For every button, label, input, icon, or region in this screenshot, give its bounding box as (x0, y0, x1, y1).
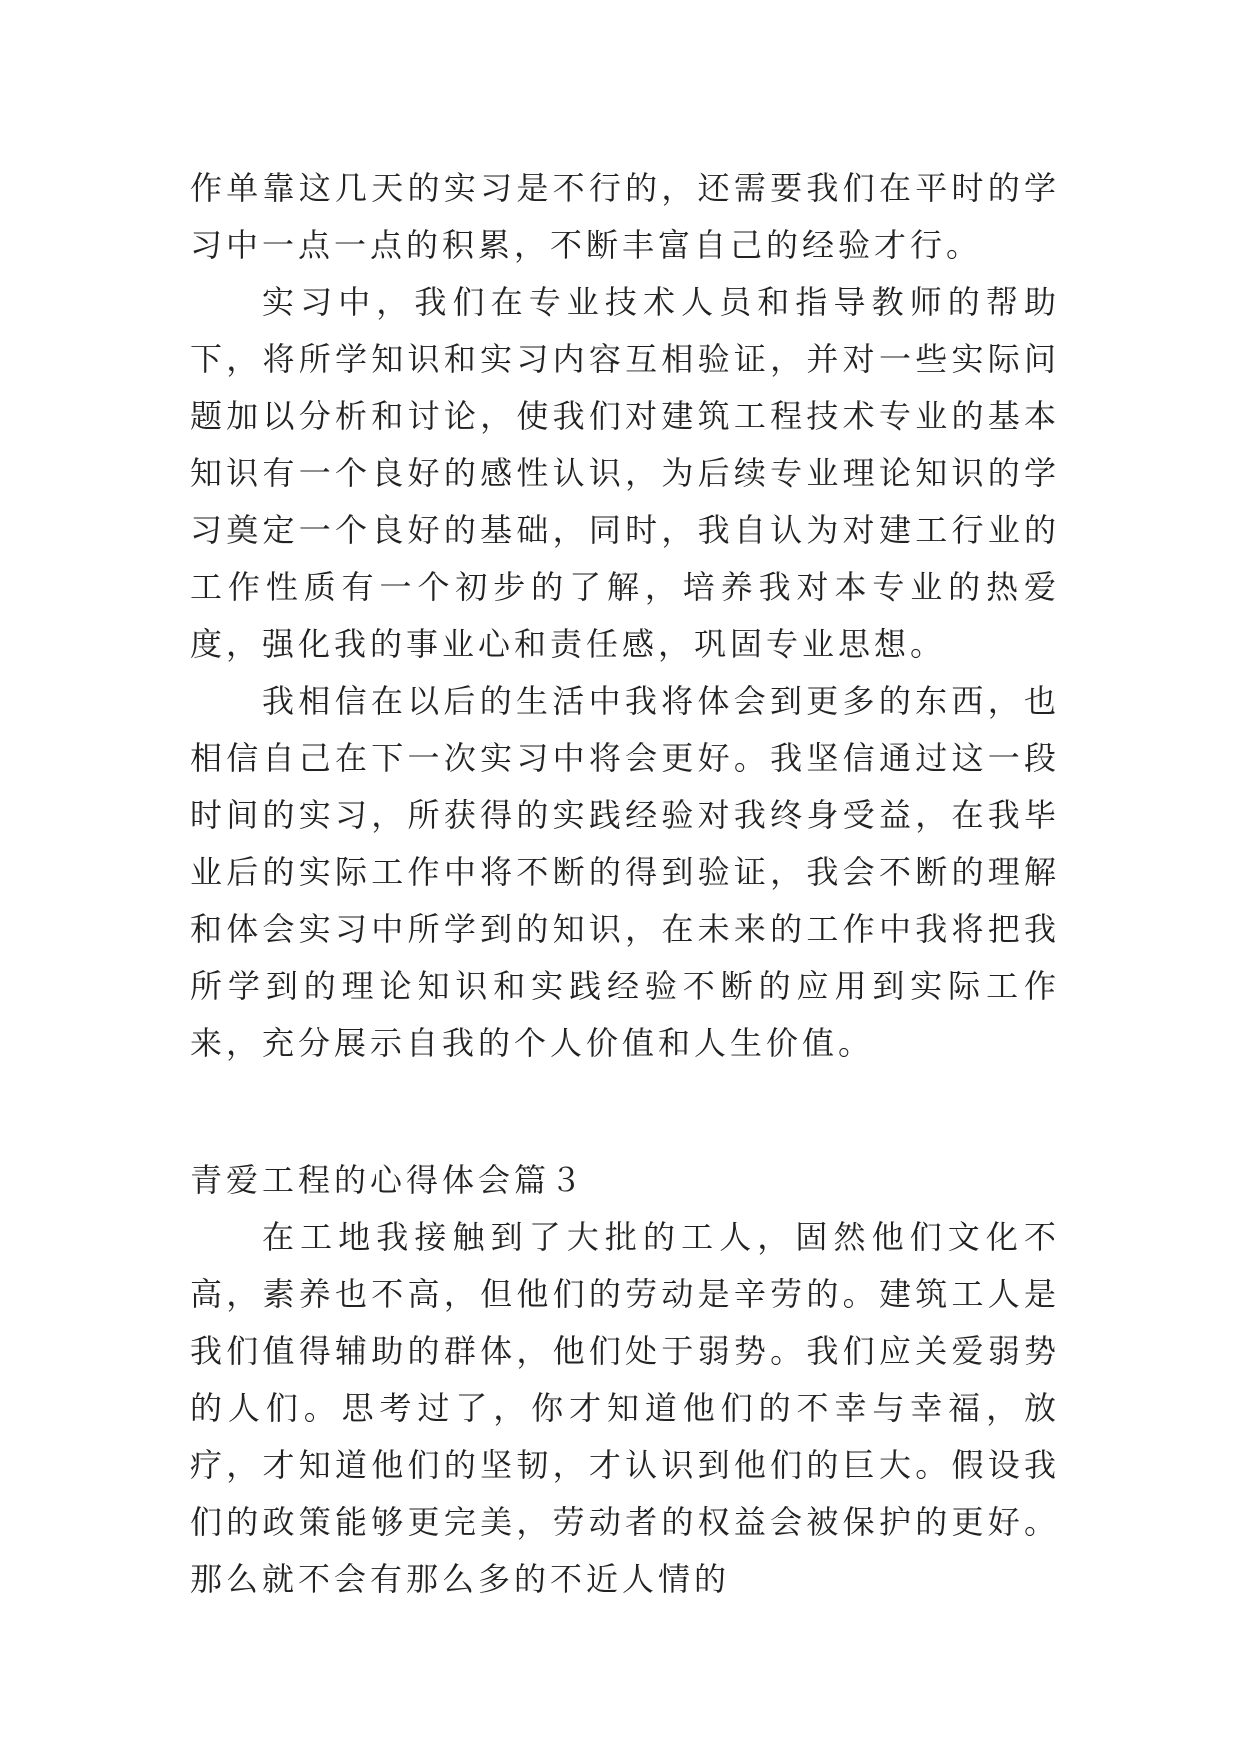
paragraph-internship-summary: 实习中，我们在专业技术人员和指导教师的帮助下，将所学知识和实习内容互相验证，并对一些实际问题加以分析和讨论，使我们对建筑工程技术专业的基本知识有一个良好的感性认识，为后续专业理论知识的学习奠定一个良好的基础，同时，我自认为对建工行业的工作性质有一个初步的了解，培养我对本专业的热爱度，强化我的事业心和责任感，巩固专业思想。 (190, 283, 1060, 663)
body-text-top (190, 160, 1060, 1072)
paragraph-future-outlook: 我相信在以后的生活中我将体会到更多的东西，也相信自己在下一次实习中将会更好。我坚信通过这一段时间的实习，所获得的实践经验对我终身受益，在我毕业后的实际工作中将不断的得到验证，我会不断的理解和体会实习中所学到的知识，在未来的工作中我将把我所学到的理论知识和实践经验不断的应用到实际工作来，充分展示自我的个人价值和人生价值。 (190, 682, 1060, 1062)
section-heading-block (190, 1152, 1060, 1209)
section-heading: 青爱工程的心得体会篇３ (190, 1161, 587, 1199)
paragraph-construction-workers: 在工地我接触到了大批的工人，固然他们文化不高，素养也不高，但他们的劳动是辛劳的。建筑工人是我们值得辅助的群体，他们处于弱势。我们应关爱弱势的人们。思考过了，你才知道他们的不幸与幸福，放疗，才知道他们的坚韧，才认识到他们的巨大。假设我们的政策能够更完美，劳动者的权益会被保护的更好。那么就不会有那么多的不近人情的 (190, 1218, 1060, 1598)
body-text-bottom (190, 1209, 1060, 1608)
paragraph-continuation: 作单靠这几天的实习是不行的，还需要我们在平时的学习中一点一点的积累，不断丰富自己的经验才行。 (190, 169, 1060, 264)
